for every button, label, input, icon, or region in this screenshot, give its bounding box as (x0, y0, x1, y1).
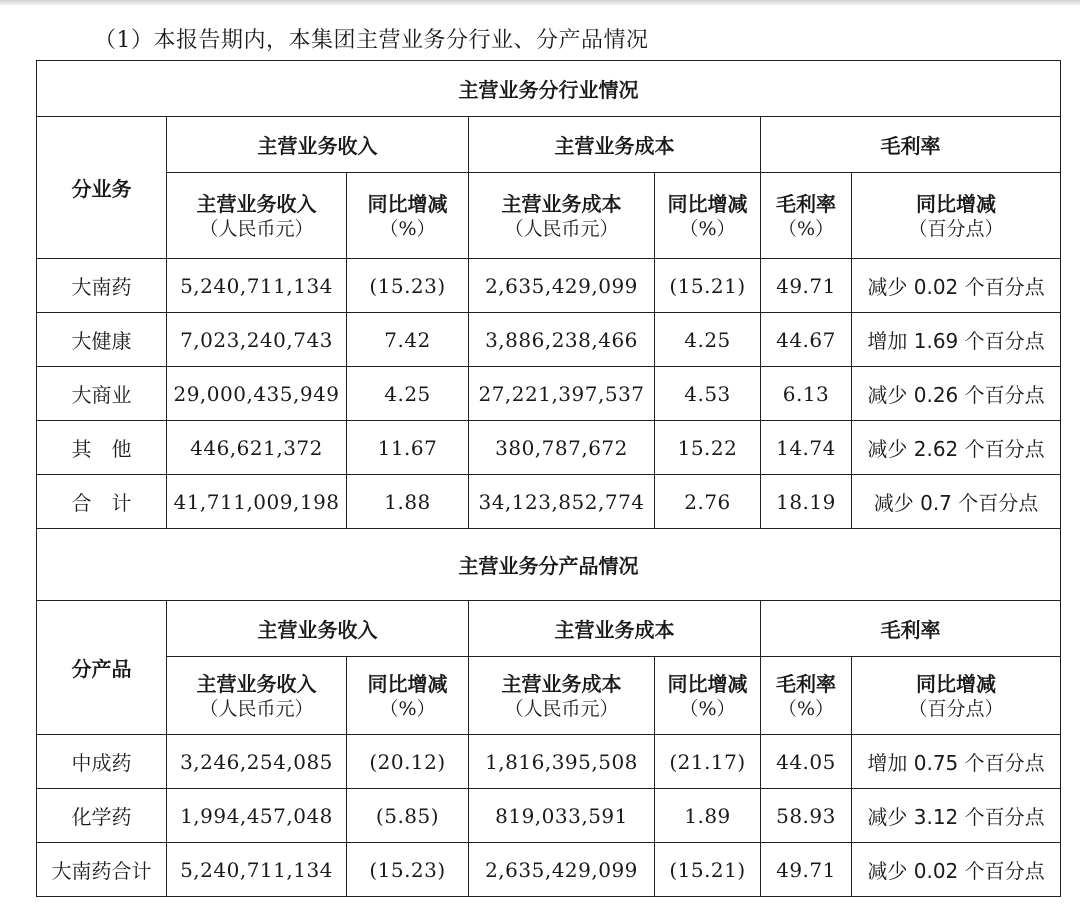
table-cell: 2.76 (655, 475, 761, 529)
product-subheader-margin-yoy-unit: （百分点） (908, 697, 1004, 720)
table-cell: 4.25 (655, 313, 761, 367)
table-cell: (20.12) (347, 735, 469, 789)
table-row (37, 259, 1061, 313)
product-subheader-revenue-yoy-unit: （%） (379, 697, 436, 720)
product-subheader-revenue-yoy (347, 657, 469, 735)
table-cell: 4.25 (347, 367, 469, 421)
industry-subheader-margin-yoy-unit: （百分点） (908, 217, 1004, 240)
product-subheader-margin-unit: （%） (777, 697, 835, 720)
table-cell: 380,787,672 (469, 421, 655, 475)
table-cell: 44.67 (761, 313, 852, 367)
table-cell: 49.71 (761, 259, 852, 313)
table-cell: 15.22 (655, 421, 761, 475)
product-subheader-margin-yoy-label: 同比增减 (916, 671, 996, 696)
product-group-revenue: 主营业务收入 (167, 601, 469, 657)
row-label: 中成药 (37, 735, 167, 789)
row-label: 大商业 (37, 367, 167, 421)
table-cell: (5.85) (347, 789, 469, 843)
industry-subheader-cost-yoy (655, 173, 761, 259)
table-cell: 减少 2.62 个百分点 (852, 421, 1061, 475)
product-subheader-cost-yoy-label: 同比增减 (667, 671, 748, 696)
industry-subheader-revenue-unit: （人民币元） (199, 217, 314, 240)
table-cell: 44.05 (761, 735, 852, 789)
industry-subheader-revenue (167, 173, 347, 259)
table-cell: 增加 0.75 个百分点 (852, 735, 1061, 789)
industry-subheader-margin (761, 173, 852, 259)
table-cell: 29,000,435,949 (167, 367, 347, 421)
table-cell: 5,240,711,134 (167, 843, 347, 897)
industry-subheader-cost (469, 173, 655, 259)
industry-section-title: 主营业务分行业情况 (37, 61, 1061, 117)
industry-row-header: 分业务 (37, 117, 167, 259)
product-subheader-cost-yoy-unit: （%） (679, 697, 736, 720)
table-cell: 减少 0.26 个百分点 (852, 367, 1061, 421)
table-cell: 1.88 (347, 475, 469, 529)
table-cell: (15.21) (655, 843, 761, 897)
product-subheader-cost (469, 657, 655, 735)
table-cell: 增加 1.69 个百分点 (852, 313, 1061, 367)
product-subheader-revenue (167, 657, 347, 735)
product-subheader-margin-label: 毛利率 (776, 671, 836, 696)
industry-subheader-cost-unit: （人民币元） (504, 217, 619, 240)
product-subheader-revenue-yoy-label: 同比增减 (367, 671, 448, 696)
row-label: 化学药 (37, 789, 167, 843)
table-cell: (15.23) (347, 259, 469, 313)
table-cell: 34,123,852,774 (469, 475, 655, 529)
table-cell: 819,033,591 (469, 789, 655, 843)
industry-subheader-revenue-yoy-unit: （%） (379, 217, 436, 240)
table-cell: 减少 0.02 个百分点 (852, 259, 1061, 313)
product-subheader-revenue-unit: （人民币元） (199, 697, 314, 720)
table-row (37, 313, 1061, 367)
product-group-margin: 毛利率 (761, 601, 1061, 657)
table-cell: 5,240,711,134 (167, 259, 347, 313)
industry-subheader-cost-label: 主营业务成本 (501, 191, 622, 216)
industry-group-revenue: 主营业务收入 (167, 117, 469, 173)
table-cell: (21.17) (655, 735, 761, 789)
table-cell: 3,246,254,085 (167, 735, 347, 789)
section-heading: （1）本报告期内，本集团主营业务分行业、分产品情况 (94, 28, 649, 53)
industry-group-cost: 主营业务成本 (469, 117, 761, 173)
table-cell: 减少 0.02 个百分点 (852, 843, 1061, 897)
row-label: 大南药 (37, 259, 167, 313)
table-row (37, 735, 1061, 789)
industry-title-row (37, 61, 1061, 117)
industry-subheader-margin-unit: （%） (777, 217, 835, 240)
top-cropped-strip (0, 0, 1080, 6)
industry-subheader-revenue-yoy-label: 同比增减 (367, 191, 448, 216)
product-sub-header-row (37, 657, 1061, 735)
table-cell: 18.19 (761, 475, 852, 529)
table-row (37, 475, 1061, 529)
table-cell: 27,221,397,537 (469, 367, 655, 421)
table-cell: 2,635,429,099 (469, 259, 655, 313)
table-cell: 58.93 (761, 789, 852, 843)
row-label: 其 他 (37, 421, 167, 475)
product-subheader-margin-yoy (852, 657, 1061, 735)
business-table (36, 60, 1061, 897)
table-cell: 49.71 (761, 843, 852, 897)
table-cell: 1,816,395,508 (469, 735, 655, 789)
industry-subheader-margin-yoy (852, 173, 1061, 259)
industry-group-margin: 毛利率 (761, 117, 1061, 173)
table-cell: 4.53 (655, 367, 761, 421)
industry-subheader-revenue-yoy (347, 173, 469, 259)
table-row (37, 421, 1061, 475)
table-cell: 7.42 (347, 313, 469, 367)
product-title-row (37, 529, 1061, 601)
table-row (37, 789, 1061, 843)
industry-subheader-margin-label: 毛利率 (776, 191, 836, 216)
table-cell: 14.74 (761, 421, 852, 475)
table-cell: 7,023,240,743 (167, 313, 347, 367)
product-subheader-margin (761, 657, 852, 735)
product-subheader-cost-label: 主营业务成本 (501, 671, 622, 696)
product-group-header-row (37, 601, 1061, 657)
table-cell: 11.67 (347, 421, 469, 475)
table-cell: 减少 0.7 个百分点 (852, 475, 1061, 529)
industry-subheader-cost-yoy-unit: （%） (679, 217, 736, 240)
row-label: 合 计 (37, 475, 167, 529)
table-cell: 41,711,009,198 (167, 475, 347, 529)
product-subheader-revenue-label: 主营业务收入 (196, 671, 317, 696)
table-cell: 2,635,429,099 (469, 843, 655, 897)
product-group-cost: 主营业务成本 (469, 601, 761, 657)
table-cell: 减少 3.12 个百分点 (852, 789, 1061, 843)
table-cell: (15.23) (347, 843, 469, 897)
table-row (37, 843, 1061, 897)
industry-group-header-row (37, 117, 1061, 173)
row-label: 大健康 (37, 313, 167, 367)
table-cell: (15.21) (655, 259, 761, 313)
table-cell: 1,994,457,048 (167, 789, 347, 843)
table-cell: 1.89 (655, 789, 761, 843)
product-section-title: 主营业务分产品情况 (37, 529, 1061, 601)
product-subheader-cost-yoy (655, 657, 761, 735)
table-row (37, 367, 1061, 421)
product-subheader-cost-unit: （人民币元） (504, 697, 619, 720)
table-cell: 6.13 (761, 367, 852, 421)
industry-sub-header-row (37, 173, 1061, 259)
industry-subheader-revenue-label: 主营业务收入 (196, 191, 317, 216)
product-row-header: 分产品 (37, 601, 167, 735)
industry-subheader-cost-yoy-label: 同比增减 (667, 191, 748, 216)
table-cell: 446,621,372 (167, 421, 347, 475)
row-label: 大南药合计 (37, 843, 167, 897)
industry-subheader-margin-yoy-label: 同比增减 (916, 191, 996, 216)
table-cell: 3,886,238,466 (469, 313, 655, 367)
